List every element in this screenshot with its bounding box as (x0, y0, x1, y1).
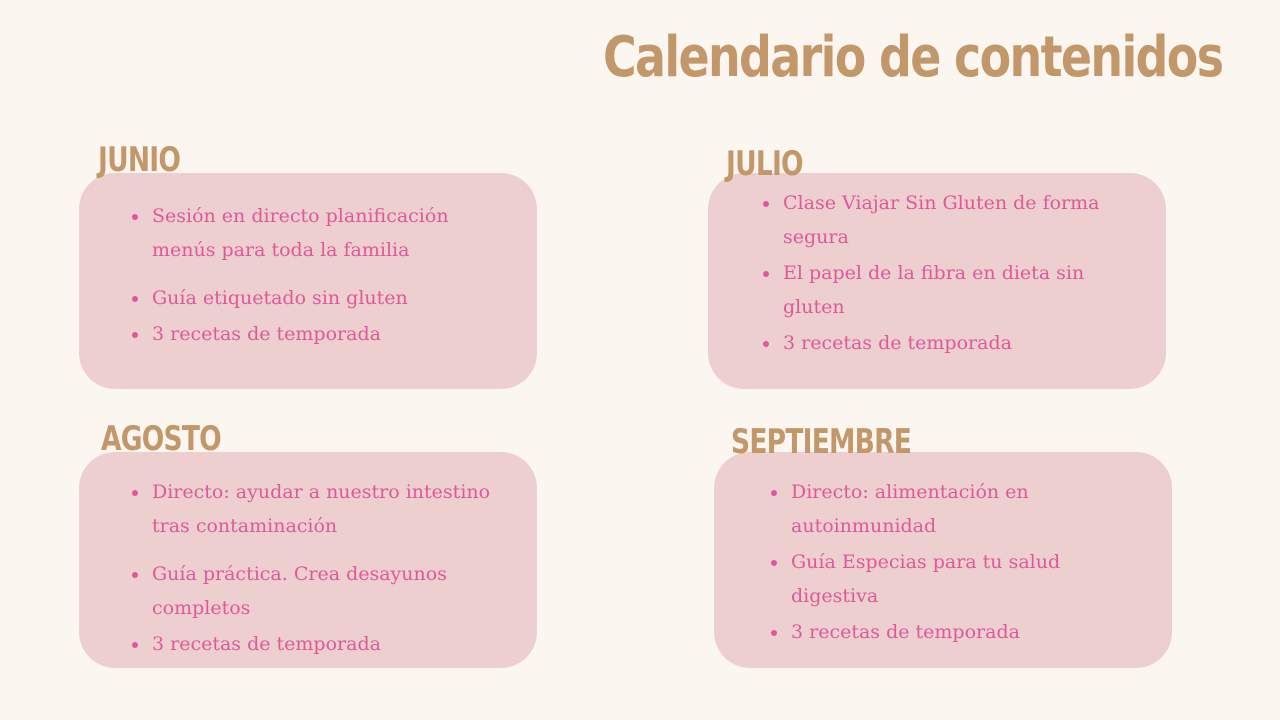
list-item: 3 recetas de temporada (130, 627, 500, 661)
list-item: Directo: alimentación en autoinmunidad (769, 475, 1141, 543)
list-item: Guía práctica. Crea desayunos completos (130, 557, 500, 625)
list-item: Directo: ayudar a nuestro intestino tras contaminación (130, 475, 500, 543)
month-list-agosto (130, 475, 500, 661)
month-list-septiembre (769, 475, 1141, 649)
page-title: Calendario de contenidos (602, 25, 1222, 90)
list-item: 3 recetas de temporada (761, 326, 1133, 360)
month-list-junio (130, 199, 500, 351)
month-title-junio: JUNIO (98, 140, 181, 180)
month-list-julio (761, 186, 1133, 360)
list-item: Clase Viajar Sin Gluten de forma segura (761, 186, 1133, 254)
list-item: 3 recetas de temporada (130, 317, 500, 351)
list-item: Sesión en directo planificación menús para toda la familia (130, 199, 500, 267)
list-item: Guía Especias para tu salud digestiva (769, 545, 1141, 613)
list-item: El papel de la fibra en dieta sin gluten (761, 256, 1133, 324)
month-title-julio: JULIO (726, 144, 803, 184)
month-title-agosto: AGOSTO (101, 419, 221, 459)
month-title-septiembre: SEPTIEMBRE (731, 422, 912, 462)
list-item: Guía etiquetado sin gluten (130, 281, 500, 315)
list-item: 3 recetas de temporada (769, 615, 1141, 649)
